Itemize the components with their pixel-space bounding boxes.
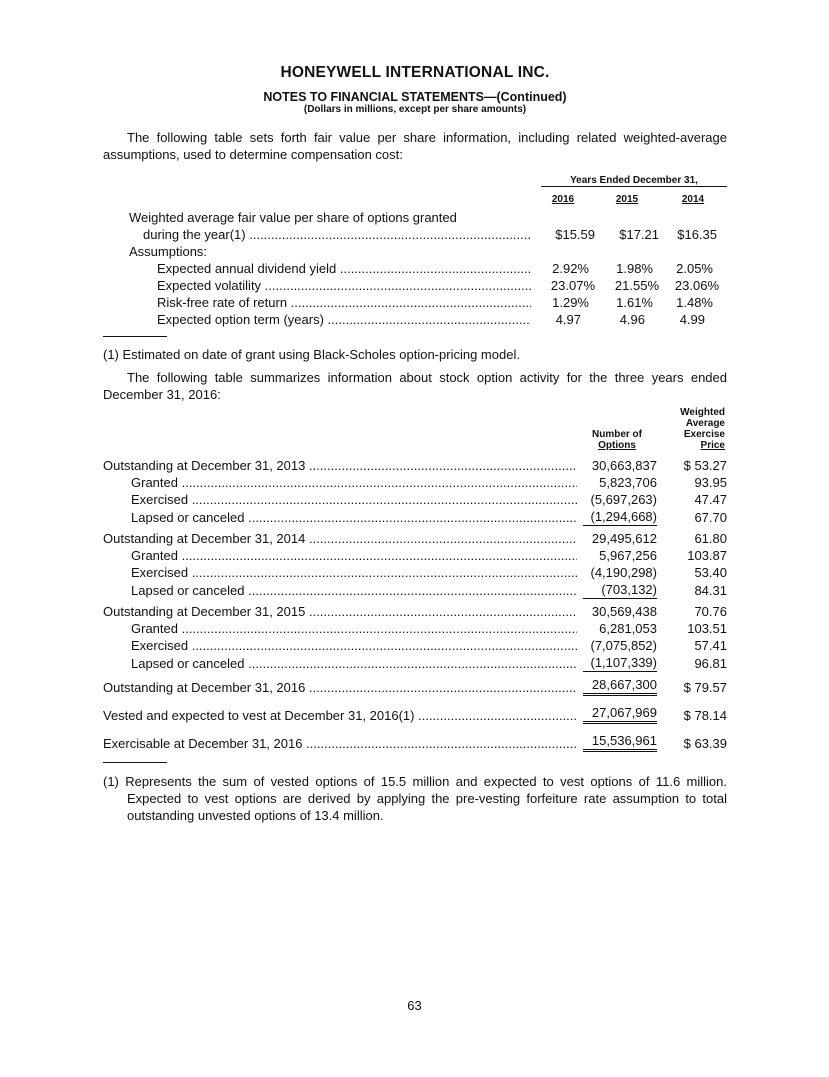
company-name: HONEYWELL INTERNATIONAL INC. bbox=[280, 64, 550, 81]
assumption-value: 1.29% bbox=[552, 295, 589, 310]
table-row bbox=[103, 530, 727, 547]
row-label: Outstanding at December 31, 2016 bbox=[103, 680, 306, 695]
price-value: $ 53.27 bbox=[683, 458, 727, 473]
price-header-line3: Exercise bbox=[683, 429, 725, 440]
row-label: Granted bbox=[131, 621, 178, 636]
year-header-2016: 2016 bbox=[551, 194, 575, 205]
assumption-value: 4.99 bbox=[679, 312, 705, 327]
footnote-rule bbox=[103, 336, 167, 337]
table-row bbox=[129, 311, 727, 328]
assumption-label: Expected option term (years) bbox=[157, 312, 324, 327]
table-row bbox=[129, 226, 727, 243]
options-value: 27,067,969 bbox=[583, 704, 657, 724]
price-value: 47.47 bbox=[694, 492, 727, 507]
options-value: (4,190,298) bbox=[590, 565, 657, 580]
row-label: Outstanding at December 31, 2015 bbox=[103, 604, 306, 619]
price-value: $ 63.39 bbox=[683, 736, 727, 751]
options-value: 28,667,300 bbox=[583, 676, 657, 696]
fv-value-2016: $15.59 bbox=[555, 227, 595, 242]
footnote-2: (1) Represents the sum of vested options of 15.5 million and expected to vest options of 11.6 million. Expected to vest options are derived by applying the pre-vesting forfeiture rate assumption to total outstanding unvested options of 13.4 million. bbox=[103, 774, 727, 823]
price-value: $ 78.14 bbox=[683, 708, 727, 723]
intro-paragraph-2: The following table summarizes information about stock option activity for the three years ended December 31, 2016: bbox=[103, 370, 727, 402]
row-label: Granted bbox=[131, 475, 178, 490]
options-header-line2: Options bbox=[598, 440, 636, 451]
table-row bbox=[129, 260, 727, 277]
assumption-value: 1.98% bbox=[616, 261, 653, 276]
price-value: 67.70 bbox=[694, 510, 727, 525]
price-value: 53.40 bbox=[694, 565, 727, 580]
notes-title: NOTES TO FINANCIAL STATEMENTS—(Continued) bbox=[263, 90, 567, 104]
table-row bbox=[103, 704, 727, 724]
price-header-line4: Price bbox=[700, 440, 725, 451]
price-value: 93.95 bbox=[694, 475, 727, 490]
assumption-label: Expected annual dividend yield bbox=[157, 261, 337, 276]
price-value: 103.87 bbox=[687, 548, 727, 563]
options-value: 30,569,438 bbox=[591, 604, 657, 619]
table-row bbox=[103, 457, 727, 474]
assumption-label: Risk-free rate of return bbox=[157, 295, 288, 310]
footnote-rule bbox=[103, 762, 167, 763]
assumption-value: 2.92% bbox=[552, 261, 589, 276]
assumption-value: 4.96 bbox=[619, 312, 645, 327]
table-row bbox=[129, 294, 727, 311]
options-value: 5,967,256 bbox=[599, 548, 657, 563]
row-label: Lapsed or canceled bbox=[131, 510, 245, 525]
page-number: 63 bbox=[407, 998, 422, 1013]
fv-label-line2: during the year(1) bbox=[143, 227, 246, 242]
year-header-2014: 2014 bbox=[681, 194, 705, 205]
price-header-line2: Average bbox=[685, 418, 725, 429]
row-label: Exercised bbox=[131, 492, 189, 507]
fair-value-table bbox=[129, 170, 727, 328]
row-label: Exercised bbox=[131, 565, 189, 580]
assumption-value: 23.07% bbox=[550, 278, 595, 293]
row-label: Exercised bbox=[131, 638, 189, 653]
assumption-value: 2.05% bbox=[676, 261, 713, 276]
options-header-line1: Number of bbox=[592, 429, 642, 440]
page-content bbox=[103, 64, 727, 824]
table-row bbox=[103, 564, 727, 581]
table-row bbox=[103, 676, 727, 696]
row-label: Vested and expected to vest at December 31, 2016(1) bbox=[103, 708, 415, 723]
table-row bbox=[103, 620, 727, 637]
assumptions-label: Assumptions: bbox=[129, 244, 208, 259]
price-value: 70.76 bbox=[694, 604, 727, 619]
options-value: 6,281,053 bbox=[599, 621, 657, 636]
table-row bbox=[129, 277, 727, 294]
table-row bbox=[103, 637, 727, 654]
row-label: Lapsed or canceled bbox=[131, 656, 245, 671]
price-value: 61.80 bbox=[694, 531, 727, 546]
row-label: Outstanding at December 31, 2014 bbox=[103, 531, 306, 546]
options-value: 15,536,961 bbox=[583, 732, 657, 752]
options-value: (1,294,668) bbox=[583, 508, 657, 526]
fv-value-2015: $17.21 bbox=[619, 227, 659, 242]
options-value: (7,075,852) bbox=[590, 638, 657, 653]
row-label: Granted bbox=[131, 548, 178, 563]
options-value: 5,823,706 bbox=[599, 475, 657, 490]
assumption-value: 23.06% bbox=[674, 278, 719, 293]
option-activity-table bbox=[103, 407, 727, 752]
footnote-1: (1) Estimated on date of grant using Black-Scholes option-pricing model. bbox=[103, 347, 520, 362]
year-header-2015: 2015 bbox=[615, 194, 639, 205]
assumption-value: 21.55% bbox=[614, 278, 659, 293]
options-value: (703,132) bbox=[583, 581, 657, 599]
table-row bbox=[103, 654, 727, 672]
table-row bbox=[103, 603, 727, 620]
row-label: Lapsed or canceled bbox=[131, 583, 245, 598]
intro-paragraph-1: The following table sets forth fair value per share information, including related weighted-average assumptions, used to determine compensation cost: bbox=[103, 130, 727, 162]
price-value: 84.31 bbox=[694, 583, 727, 598]
price-value: 96.81 bbox=[694, 656, 727, 671]
options-value: 29,495,612 bbox=[591, 531, 657, 546]
row-label: Exercisable at December 31, 2016 bbox=[103, 736, 303, 751]
fv-value-2014: $16.35 bbox=[677, 227, 717, 242]
assumption-value: 1.48% bbox=[676, 295, 713, 310]
table-row bbox=[103, 474, 727, 491]
assumption-label: Expected volatility bbox=[157, 278, 262, 293]
price-header-line1: Weighted bbox=[680, 407, 725, 418]
fv-label-line1: Weighted average fair value per share of options granted bbox=[129, 210, 457, 225]
table-row bbox=[103, 547, 727, 564]
price-value: 103.51 bbox=[687, 621, 727, 636]
options-value: (5,697,263) bbox=[590, 492, 657, 507]
row-label: Outstanding at December 31, 2013 bbox=[103, 458, 306, 473]
assumption-value: 4.97 bbox=[555, 312, 581, 327]
assumption-value: 1.61% bbox=[616, 295, 653, 310]
units-note: (Dollars in millions, except per share amounts) bbox=[303, 104, 527, 115]
table-row bbox=[103, 732, 727, 752]
table-row bbox=[103, 491, 727, 508]
years-group-header: Years Ended December 31, bbox=[541, 175, 727, 187]
table-row bbox=[103, 581, 727, 599]
price-value: $ 79.57 bbox=[683, 680, 727, 695]
options-value: (1,107,339) bbox=[583, 654, 657, 672]
table-row bbox=[103, 508, 727, 526]
price-value: 57.41 bbox=[694, 638, 727, 653]
options-value: 30,663,837 bbox=[591, 458, 657, 473]
